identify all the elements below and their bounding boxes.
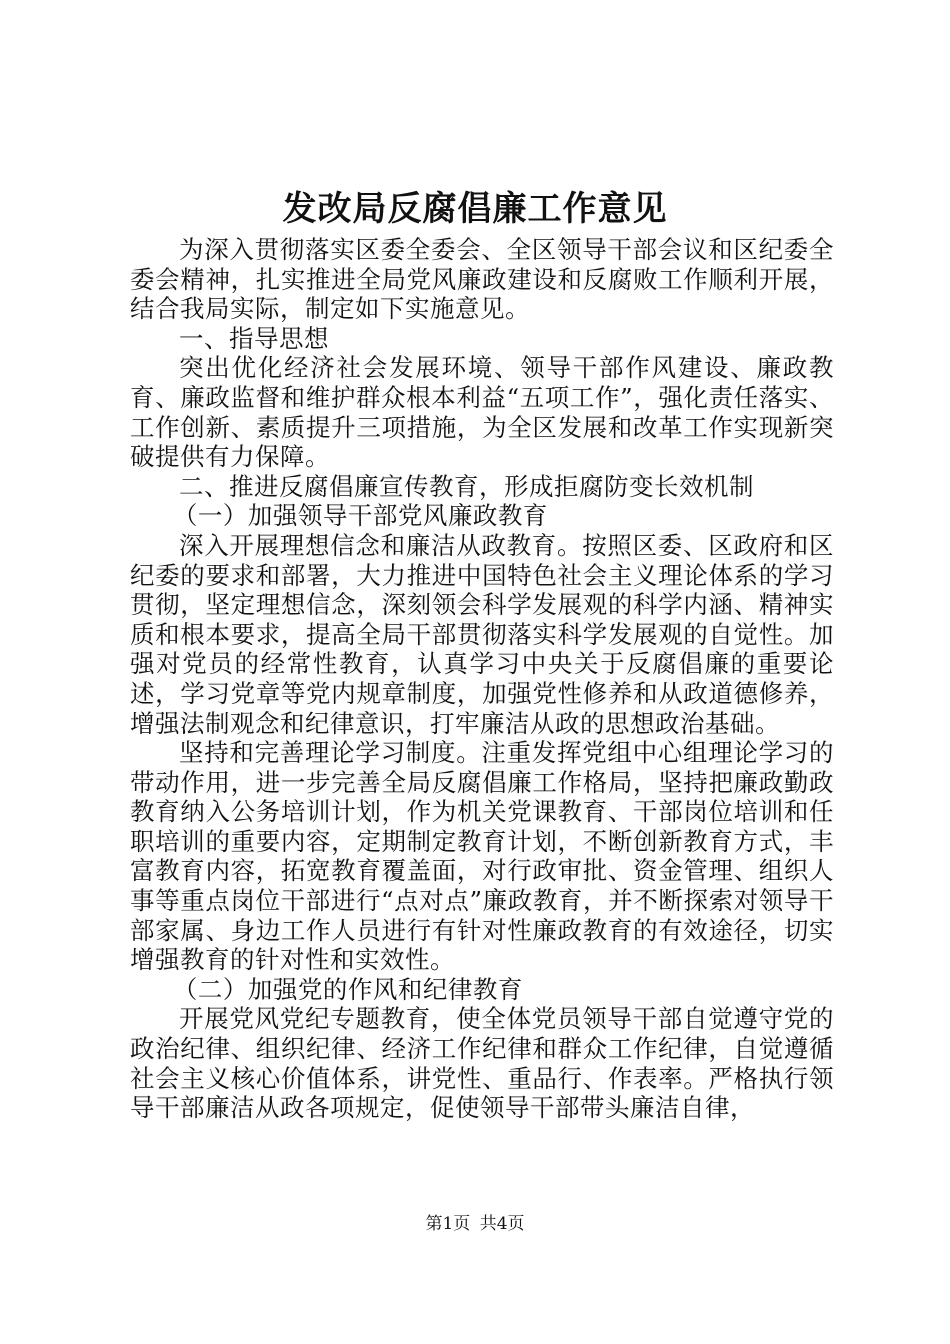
document-title: 发改局反腐倡廉工作意见 <box>282 189 668 229</box>
paragraph-guiding-ideology: 突出优化经济社会发展环境、领导干部作风建设、廉政教育、廉政监督和维护群众根本利益“五项工作”，强化责任落实、工作创新、素质提升三项措施，为全区发展和改革工作实现新突破提供有力保障。 <box>130 353 834 472</box>
document-body <box>130 235 834 1123</box>
paragraph-ideals-education: 深入开展理想信念和廉洁从政教育。按照区委、区政府和区纪委的要求和部署，大力推进中国特色社会主义理论体系的学习贯彻，坚定理想信念，深刻领会科学发展观的科学内涵、精神实质和根本要求，提高全局干部贯彻落实科学发展观的自觉性。加强对党员的经常性教育，认真学习中央关于反腐倡廉的重要论述，学习党章等党内规章制度，加强党性修养和从政道德修养，增强法制观念和纪律意识，打牢廉洁从政的思想政治基础。 <box>130 530 834 738</box>
subheading-style-discipline: （二）加强党的作风和纪律教育 <box>172 974 523 1004</box>
subheading-leader-education: （一）加强领导干部党风廉政教育 <box>172 501 548 531</box>
heading-promote-education: 二、推进反腐倡廉宣传教育，形成拒腐防变长效机制 <box>179 471 754 501</box>
page-number-footer: 第1页 共4页 <box>425 1214 525 1234</box>
paragraph-style-discipline: 开展党风党纪专题教育，使全体党员领导干部自觉遵守党的政治纪律、组织纪律、经济工作纪律和群众工作纪律，自觉遵循社会主义核心价值体系，讲党性、重品行、作表率。严格执行领导干部廉洁从政各项规定，促使领导干部带头廉洁自律， <box>130 1004 834 1123</box>
paragraph-intro: 为深入贯彻落实区委全委会、全区领导干部会议和区纪委全委会精神，扎实推进全局党风廉政建设和反腐败工作顺利开展，结合我局实际，制定如下实施意见。 <box>130 235 834 324</box>
heading-guiding-ideology: 一、指导思想 <box>179 323 329 353</box>
paragraph-theory-study: 坚持和完善理论学习制度。注重发挥党组中心组理论学习的带动作用，进一步完善全局反腐倡廉工作格局，坚持把廉政勤政教育纳入公务培训计划，作为机关党课教育、干部岗位培训和任职培训的重要内容，定期制定教育计划，不断创新教育方式，丰富教育内容，拓宽教育覆盖面，对行政审批、资金管理、组织人事等重点岗位干部进行“点对点”廉政教育，并不断探索对领导干部家属、身边工作人员进行有针对性廉政教育的有效途径，切实增强教育的针对性和实效性。 <box>130 738 834 975</box>
